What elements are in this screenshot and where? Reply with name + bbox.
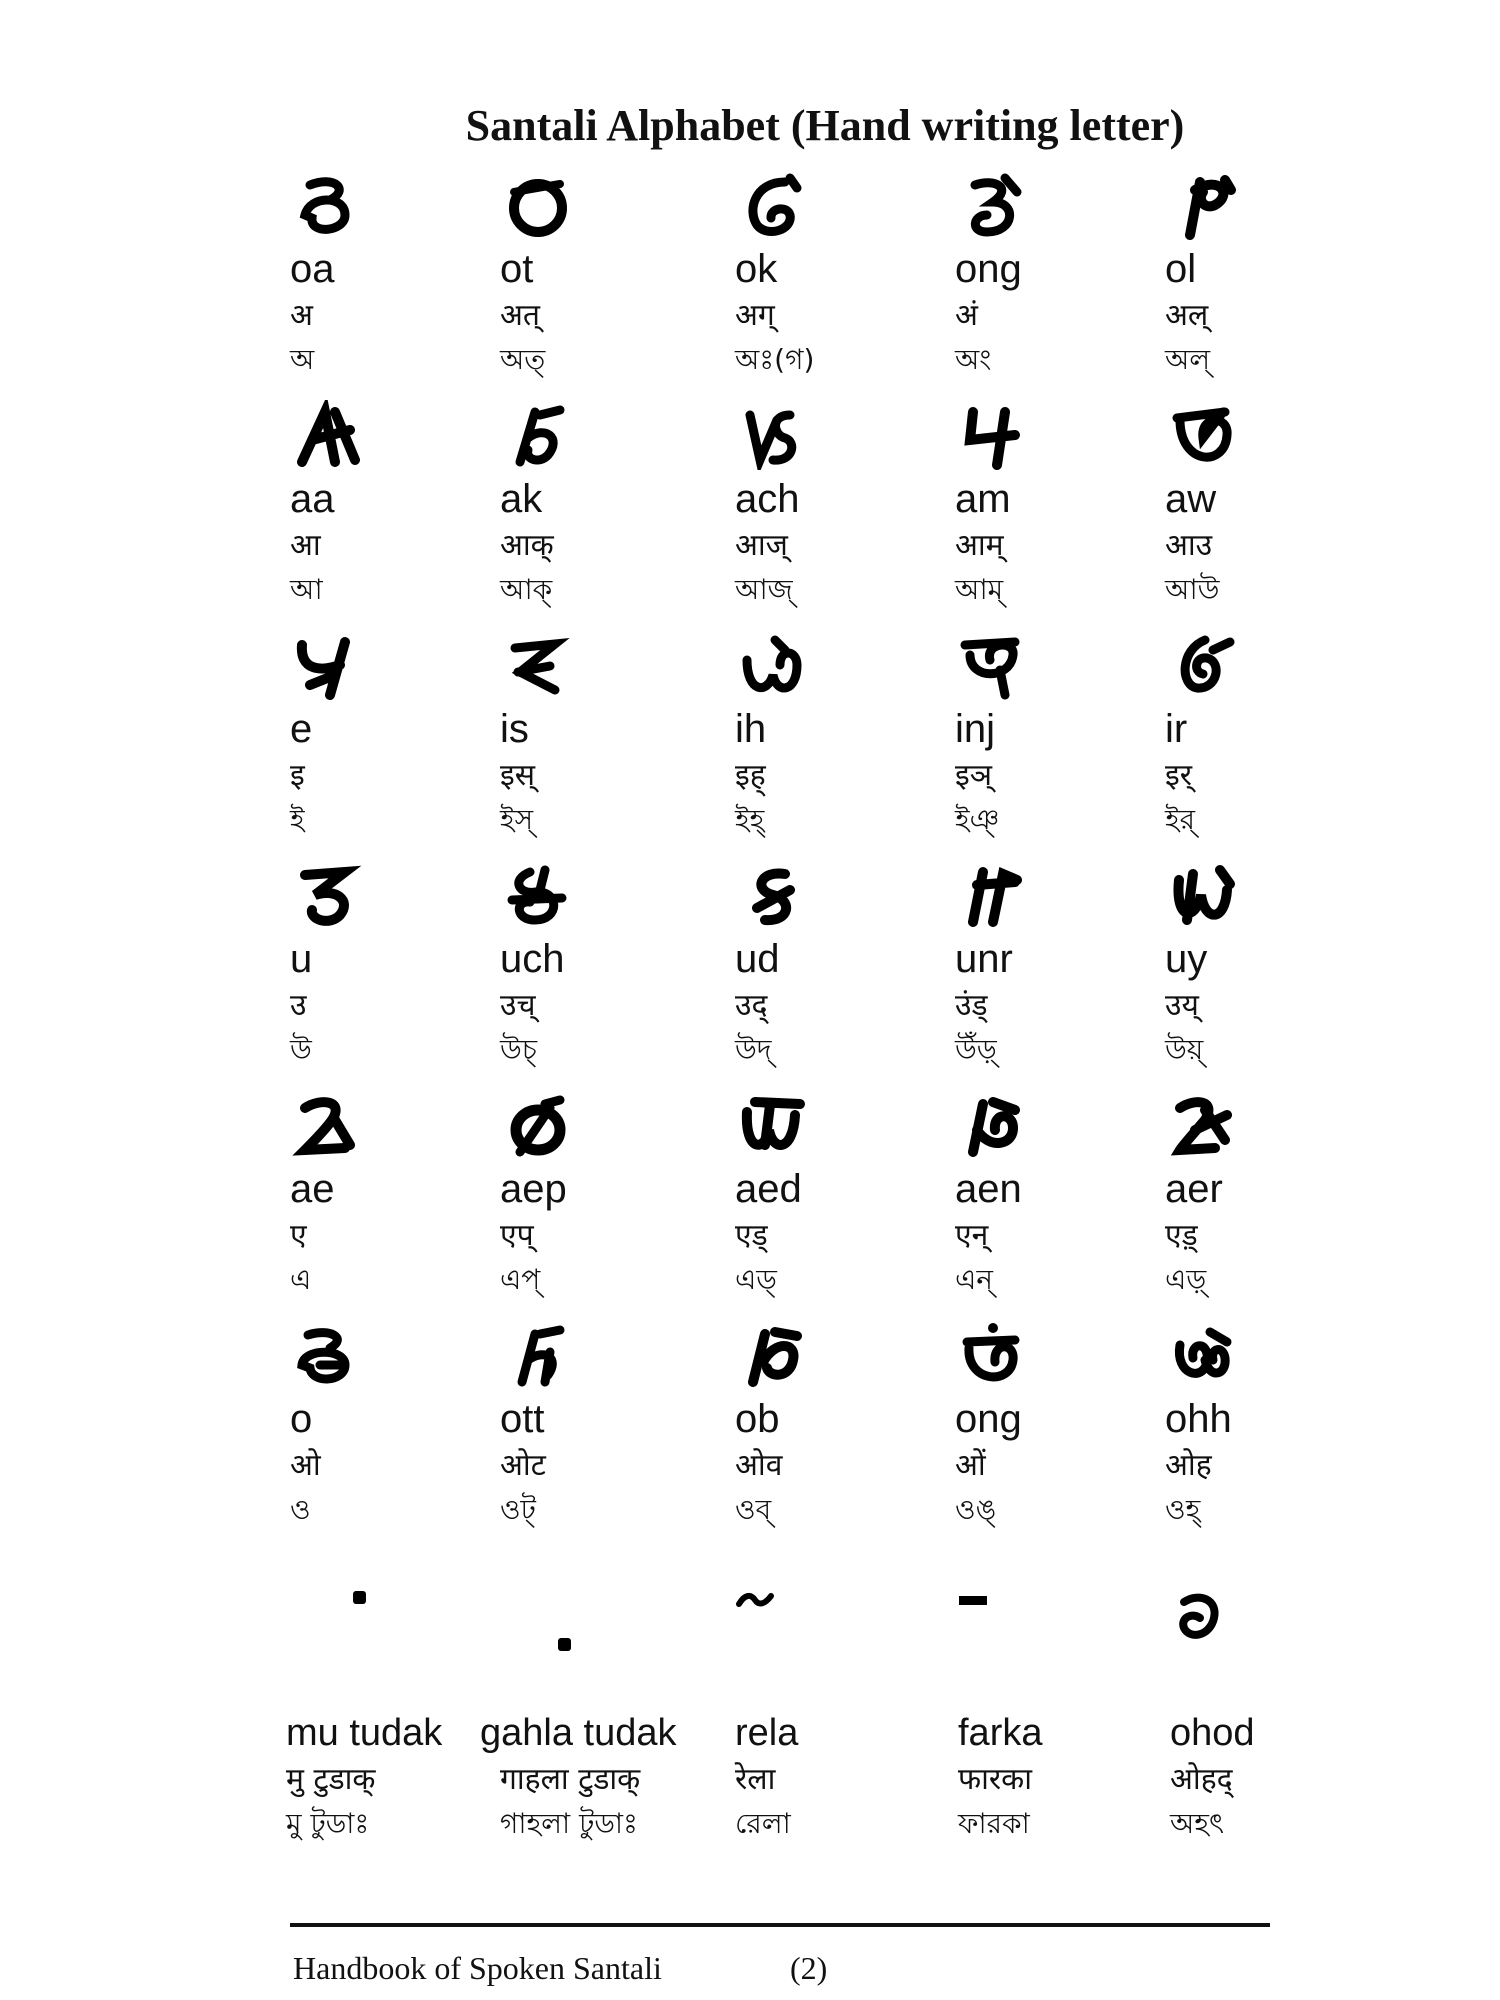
bengali-label: এন্: [955, 1263, 994, 1296]
letter-aep-glyph: [500, 1090, 590, 1166]
letter-cell: [955, 630, 1165, 842]
roman-label: ak: [500, 477, 543, 521]
bengali-label: আক্: [500, 573, 553, 606]
roman-label: ir: [1165, 707, 1188, 751]
roman-label: ohh: [1165, 1397, 1232, 1441]
devanagari-label: ओं: [955, 1448, 986, 1483]
letter-cell: [735, 630, 945, 842]
roman-label: inj: [955, 707, 996, 751]
devanagari-label: उद्: [735, 988, 768, 1023]
bengali-label: অ: [290, 343, 315, 376]
bengali-label: উচ্: [500, 1033, 537, 1066]
footer-book-title: Handbook of Spoken Santali: [293, 1950, 662, 1986]
letter-ol-glyph: [1165, 170, 1255, 246]
devanagari-label: एड़्: [1165, 1218, 1198, 1253]
bengali-label: ফারকা: [958, 1807, 1030, 1840]
letter-cell: [500, 630, 710, 842]
letter-cell: [1165, 170, 1375, 382]
roman-label: aep: [500, 1167, 567, 1211]
roman-label: aer: [1165, 1167, 1223, 1211]
rela-mark: [735, 1590, 775, 1610]
devanagari-label: ओहद्: [1170, 1762, 1233, 1797]
bengali-label: আ: [290, 573, 323, 606]
bengali-label: আম্: [955, 573, 1004, 606]
roman-label: ud: [735, 937, 780, 981]
devanagari-label: ए: [290, 1218, 307, 1253]
letter-aw-glyph: [1165, 400, 1255, 476]
letter-aed-glyph: [735, 1090, 825, 1166]
devanagari-label: मु टुडाक्: [286, 1762, 376, 1797]
roman-label: farka: [958, 1712, 1043, 1754]
letter-aen-glyph: [955, 1090, 1045, 1166]
mark-label: [735, 1710, 798, 1846]
devanagari-label: इर्: [1165, 758, 1192, 793]
bengali-label: ই: [290, 803, 305, 836]
devanagari-label: एन्: [955, 1218, 989, 1253]
devanagari-label: अग्: [735, 298, 775, 333]
roman-label: ok: [735, 247, 778, 291]
roman-label: gahla tudak: [480, 1712, 677, 1754]
devanagari-label: आ: [290, 528, 321, 563]
roman-label: ot: [500, 247, 534, 291]
letter-ud-glyph: [735, 860, 825, 936]
roman-label: mu tudak: [286, 1712, 443, 1754]
letter-cell: [735, 860, 945, 1072]
letter-ak-glyph: [500, 400, 590, 476]
page-number: (2): [790, 1950, 828, 1986]
roman-label: ong: [955, 1397, 1022, 1441]
roman-label: ong: [955, 247, 1022, 291]
roman-label: ohod: [1170, 1712, 1255, 1754]
devanagari-label: गाहला टुडाक्: [500, 1762, 641, 1797]
bengali-label: ইঞ্: [955, 803, 1000, 836]
letter-cell: [500, 400, 710, 612]
page-title: Santali Alphabet (Hand writing letter): [465, 101, 1185, 150]
devanagari-label: इह्: [735, 758, 766, 793]
letter-am-glyph: [955, 400, 1045, 476]
letter-o-glyph: [290, 1320, 380, 1396]
devanagari-label: उंड्: [955, 988, 988, 1023]
letter-cell: [1165, 630, 1375, 842]
letter-cell: [1165, 400, 1375, 612]
devanagari-label: ओ: [290, 1448, 321, 1483]
bengali-label: উদ্: [735, 1033, 772, 1066]
letter-ob-glyph: [735, 1320, 825, 1396]
letter-cell: [500, 860, 710, 1072]
letter-ot-glyph: [500, 170, 590, 246]
roman-label: o: [290, 1397, 313, 1441]
letter-cell: [735, 1320, 945, 1532]
devanagari-label: अत्: [500, 298, 541, 333]
alphabet-row: [290, 170, 1290, 400]
gahla-tudak-mark: [555, 1635, 575, 1655]
roman-label: am: [955, 477, 1011, 521]
alphabet-row: [290, 860, 1290, 1090]
bengali-label: রেলা: [735, 1807, 791, 1840]
roman-label: uch: [500, 937, 565, 981]
letter-aer-glyph: [1165, 1090, 1255, 1166]
devanagari-label: अल्: [1165, 298, 1209, 333]
devanagari-label: एड्: [735, 1218, 768, 1253]
letter-cell: [735, 1090, 945, 1302]
diacritic-marks: [290, 1580, 1290, 1710]
letter-cell: [955, 170, 1165, 382]
devanagari-label: उ: [290, 988, 307, 1023]
bengali-label: ইস্: [500, 803, 534, 836]
devanagari-label: ओट: [500, 1448, 546, 1483]
bengali-label: ওব্: [735, 1493, 772, 1526]
bengali-label: এড়্: [1165, 1263, 1207, 1296]
devanagari-label: अ: [290, 298, 313, 333]
mu-tudak-mark: [350, 1588, 370, 1608]
letter-cell: [735, 170, 945, 382]
roman-label: unr: [955, 937, 1013, 981]
roman-label: uy: [1165, 937, 1208, 981]
bengali-label: আউ: [1165, 573, 1220, 606]
bengali-label: ইর্: [1165, 803, 1195, 836]
roman-label: oa: [290, 247, 335, 291]
devanagari-label: ओव: [735, 1448, 783, 1483]
mark-label: [480, 1710, 677, 1846]
letter-ae-glyph: [290, 1090, 380, 1166]
footer-divider: [290, 1923, 1270, 1927]
mark-label: [1170, 1710, 1255, 1846]
letter-uch-glyph: [500, 860, 590, 936]
bengali-label: এ: [290, 1263, 312, 1296]
alphabet-row: [290, 400, 1290, 630]
roman-label: u: [290, 937, 313, 981]
devanagari-label: इस्: [500, 758, 536, 793]
devanagari-label: इ: [290, 758, 305, 793]
letter-cell: [955, 400, 1165, 612]
bengali-label: অহৎ: [1170, 1807, 1224, 1840]
devanagari-label: उच्: [500, 988, 536, 1023]
devanagari-label: आउ: [1165, 528, 1213, 563]
bengali-label: অং: [955, 343, 992, 376]
letter-cell: [1165, 860, 1375, 1072]
roman-label: rela: [735, 1712, 799, 1754]
letter-cell: [290, 1320, 500, 1532]
devanagari-label: रेला: [735, 1762, 776, 1797]
letter-ong2-glyph: [955, 1320, 1045, 1396]
roman-label: ih: [735, 707, 767, 751]
roman-label: aen: [955, 1167, 1022, 1211]
roman-label: aa: [290, 477, 335, 521]
letter-cell: [500, 1320, 710, 1532]
letter-u-glyph: [290, 860, 380, 936]
bengali-label: অল্: [1165, 343, 1211, 376]
devanagari-label: उय्: [1165, 988, 1199, 1023]
devanagari-label: इञ्: [955, 758, 992, 793]
devanagari-label: ओह: [1165, 1448, 1212, 1483]
roman-label: aw: [1165, 477, 1217, 521]
letter-cell: [1165, 1090, 1375, 1302]
letter-cell: [955, 1320, 1165, 1532]
letter-cell: [290, 1090, 500, 1302]
letter-oa-glyph: [290, 170, 380, 246]
bengali-label: ওহ্: [1165, 1493, 1201, 1526]
alphabet-row: [290, 1090, 1290, 1320]
ohod-mark: [1170, 1588, 1226, 1652]
roman-label: e: [290, 707, 313, 751]
bengali-label: ওট্: [500, 1493, 536, 1526]
roman-label: ol: [1165, 247, 1197, 291]
letter-cell: [955, 1090, 1165, 1302]
letter-cell: [1165, 1320, 1375, 1532]
bengali-label: ওঙ্: [955, 1493, 997, 1526]
roman-label: is: [500, 707, 529, 751]
devanagari-label: फारका: [958, 1762, 1032, 1797]
bengali-label: আজ্: [735, 573, 793, 606]
bengali-label: এড্: [735, 1263, 777, 1296]
devanagari-label: आज्: [735, 528, 788, 563]
bengali-label: অঃ(গ): [735, 343, 815, 376]
bengali-label: উয়্: [1165, 1033, 1204, 1066]
letter-cell: [290, 400, 500, 612]
bengali-label: উ: [290, 1033, 312, 1066]
roman-label: ach: [735, 477, 800, 521]
bengali-label: অত্: [500, 343, 546, 376]
bengali-label: মু টুডাঃ: [286, 1807, 370, 1840]
alphabet-row: [290, 630, 1290, 860]
bengali-label: গাহলা টুডাঃ: [500, 1807, 638, 1840]
letter-cell: [290, 630, 500, 842]
letter-unr-glyph: [955, 860, 1045, 936]
devanagari-label: आम्: [955, 528, 1004, 563]
letter-cell: [500, 170, 710, 382]
mark-label: [958, 1710, 1042, 1846]
farka-mark: [955, 1592, 995, 1608]
letter-inj-glyph: [955, 630, 1045, 706]
alphabet-grid: [290, 170, 1290, 1550]
letter-ohh-glyph: [1165, 1320, 1255, 1396]
letter-cell: [735, 400, 945, 612]
letter-cell: [290, 170, 500, 382]
roman-label: ott: [500, 1397, 545, 1441]
letter-ott-glyph: [500, 1320, 590, 1396]
devanagari-label: आक्: [500, 528, 554, 563]
letter-aa-glyph: [290, 400, 380, 476]
bengali-label: ও: [290, 1493, 311, 1526]
roman-label: ob: [735, 1397, 780, 1441]
bengali-label: এপ্: [500, 1263, 541, 1296]
roman-label: ae: [290, 1167, 335, 1211]
letter-cell: [500, 1090, 710, 1302]
devanagari-label: अं: [955, 298, 978, 333]
roman-label: aed: [735, 1167, 802, 1211]
letter-is-glyph: [500, 630, 590, 706]
letter-ong-glyph: [955, 170, 1045, 246]
letter-uy-glyph: [1165, 860, 1255, 936]
letter-cell: [955, 860, 1165, 1072]
bengali-label: ইহ্: [735, 803, 765, 836]
letter-ih-glyph: [735, 630, 825, 706]
letter-ir-glyph: [1165, 630, 1255, 706]
letter-cell: [290, 860, 500, 1072]
devanagari-label: एप्: [500, 1218, 534, 1253]
mark-label: [286, 1710, 442, 1846]
bengali-label: উঁড়্: [955, 1033, 997, 1066]
alphabet-row: [290, 1320, 1290, 1550]
letter-ok-glyph: [735, 170, 825, 246]
letter-e-glyph: [290, 630, 380, 706]
letter-ach-glyph: [735, 400, 825, 476]
